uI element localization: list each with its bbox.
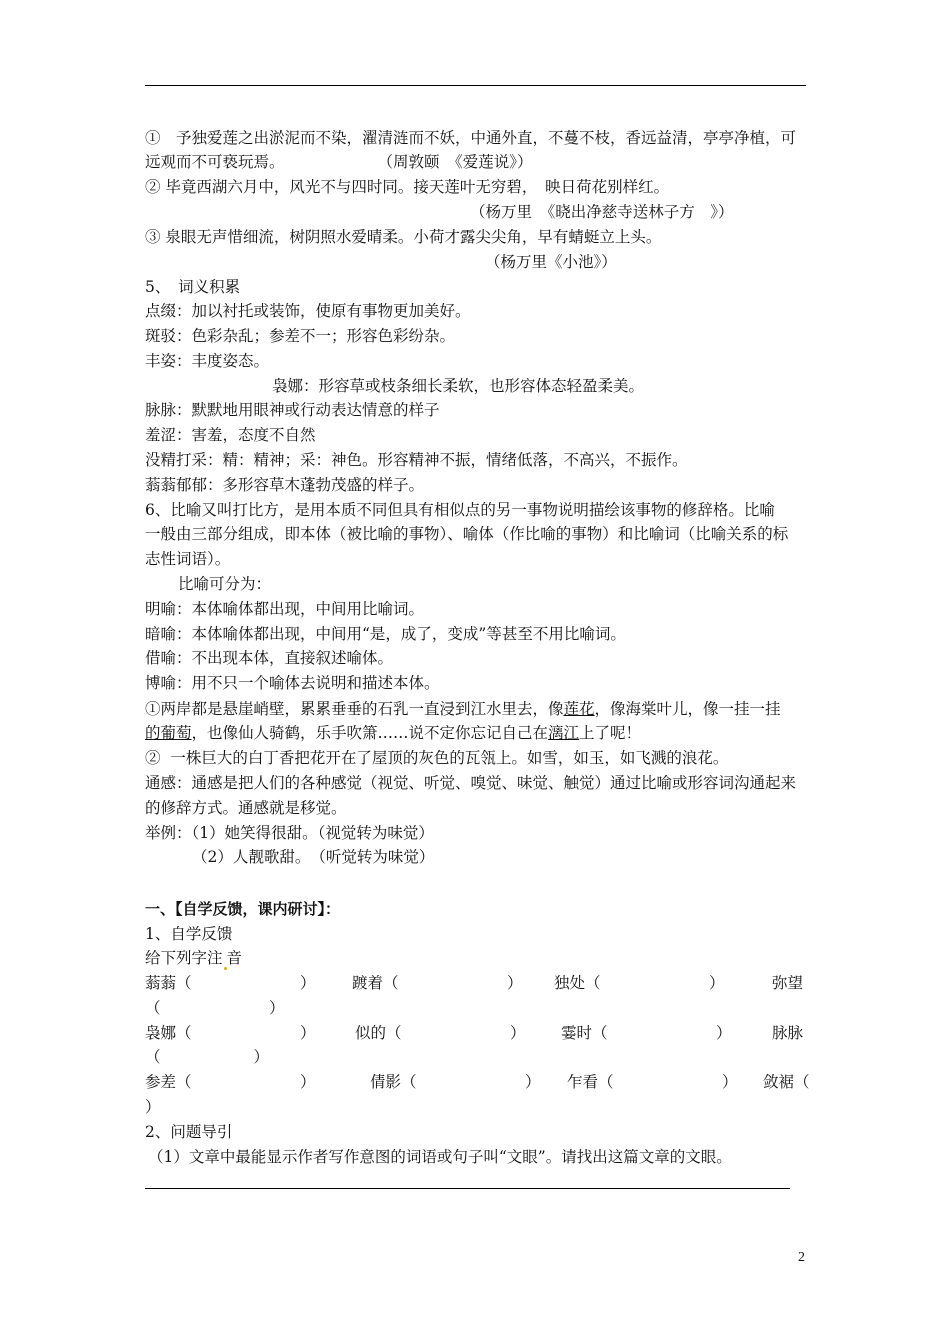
pinyin-item[interactable]: 倩影（ ） — [370, 1073, 541, 1091]
poem2-source: （杨万里 《晓出净慈寺送林子方 》） — [470, 203, 734, 221]
vocab-item: 没精打采：精：精神；采：神色。形容精神不振，情绪低落，不高兴，不振作。 — [145, 451, 688, 469]
pinyin-item-cont[interactable]: （ ） — [145, 1048, 270, 1066]
pinyin-item[interactable]: 独处（ ） — [554, 974, 725, 992]
top-rule — [145, 85, 806, 86]
pinyin-item[interactable]: 踱着（ ） — [352, 974, 523, 992]
example-text: ①两岸都是悬崖峭壁，累累垂垂的石乳一直浸到江水里去，像 — [145, 700, 564, 718]
vocab-item: 袅娜：形容草或枝条细长柔软，也形容体态轻盈柔美。 — [272, 377, 645, 395]
subsection-self-study: 1、自学反馈 — [145, 925, 233, 943]
poem3-source: （杨万里《小池》） — [485, 253, 617, 271]
underlined-term: 莲花 — [563, 700, 595, 718]
dot-mark — [224, 967, 227, 970]
synesthesia-line1: 通感：通感是把人们的各种感觉（视觉、听觉、嗅觉、味觉、触觉）通过比喻或形容词沟通起来 — [145, 774, 797, 792]
section-title: 一、【自学反馈，课内研讨】： — [145, 900, 341, 918]
pinyin-item-cont[interactable]: ） — [145, 1098, 161, 1116]
vocab-heading: 5、 词义积累 — [145, 278, 241, 296]
vocab-item: 丰姿：丰度姿态。 — [145, 352, 270, 370]
example-2: ② 一株巨大的白丁香把花开在了屋顶的灰色的瓦瓴上。如雪，如玉，如飞溅的浪花。 — [145, 749, 729, 767]
synesthesia-example-1: 举例：（1）她笑得很甜。（视觉转为味觉） — [145, 824, 434, 842]
metaphor-simile: 明喻：本体喻体都出现，中间用比喻词。 — [145, 600, 425, 618]
vocab-item: 点缀：加以衬托或装饰，使原有事物更加美好。 — [145, 302, 471, 320]
vocab-item: 蓊蓊郁郁：多形容草木蓬勃茂盛的样子。 — [145, 476, 425, 494]
metaphor-borrowed: 借喻：不出现本体，直接叙述喻体。 — [145, 649, 394, 667]
example-text: ，也像仙人骑鹤，乐手吹箫……说不定你忘记自己在 — [191, 724, 549, 742]
pinyin-item[interactable]: 蓊蓊（ ） — [145, 974, 316, 992]
metaphor-implicit: 暗喻：本体喻体都出现，中间用“是，成了，变成”等甚至不用比喻词。 — [145, 625, 626, 643]
poem2-line1: ② 毕竟西湖六月中，风光不与四时同。接天莲叶无穷碧， 映日荷花别样红。 — [145, 178, 670, 196]
underlined-term: 漓江 — [548, 724, 580, 742]
pinyin-item[interactable]: 乍看（ ） — [567, 1073, 738, 1091]
metaphor-multiple: 博喻：用不只一个喻体去说明和描述本体。 — [145, 674, 440, 692]
example-text: ，像海棠叶儿，像一挂一挂 — [594, 700, 781, 718]
instruction — [145, 946, 242, 970]
page-number: 2 — [798, 1250, 805, 1265]
poem3-line1: ③ 泉眼无声惜细流，树阴照水爱晴柔。小荷才露尖尖角，早有蜻蜓立上头。 — [145, 228, 662, 246]
metaphor-def-line1: 6、比喻又叫打比方，是用本质不同但具有相似点的另一事物说明描绘该事物的修辞格。比喻 — [145, 501, 775, 519]
synesthesia-line2: 的修辞方式。通感就是移觉。 — [145, 799, 347, 817]
pinyin-item[interactable]: 霎时（ ） — [561, 1024, 732, 1042]
instruction-text: 给下列字注 — [145, 949, 223, 967]
poem1-line2: 远观而不可亵玩焉。 （周敦颐 《爱莲说》） — [145, 153, 533, 171]
metaphor-def-line2: 一般由三部分组成，即本体（被比喻的事物）、喻体（作比喻的事物）和比喻词（比喻关系的标 — [145, 525, 789, 543]
synesthesia-example-2: （2）人靓歌甜。 （听觉转为味觉） — [192, 848, 435, 866]
pinyin-item[interactable]: 脉脉 — [772, 1024, 804, 1042]
vocab-item: 羞涩：害羞，态度不自然 — [145, 426, 316, 444]
pinyin-item[interactable]: 参差（ ） — [145, 1073, 316, 1091]
answer-line[interactable] — [145, 1188, 790, 1189]
pinyin-item[interactable]: 似的（ ） — [355, 1024, 526, 1042]
vocab-item: 脉脉：默默地用眼神或行动表达情意的样子 — [145, 401, 440, 419]
vocab-item: 斑驳：色彩杂乱；参差不一；形容色彩纷杂。 — [145, 327, 456, 345]
poem1-line1: ① 予独爱莲之出淤泥而不染，濯清涟而不妖，中通外直，不蔓不枝，香远益清，亭亭净植，可 — [145, 129, 797, 147]
pinyin-item[interactable]: 袅娜（ ） — [145, 1024, 316, 1042]
instruction-text: 音 — [226, 949, 243, 967]
pinyin-item-cont[interactable]: （ ） — [145, 999, 285, 1017]
example-1-line2 — [145, 721, 641, 745]
pinyin-item[interactable]: 敛裾（ — [763, 1073, 810, 1091]
example-text: 上了呢！ — [579, 724, 642, 742]
metaphor-def-line3: 志性词语）。 — [145, 550, 231, 568]
underlined-term: 的葡萄 — [145, 724, 192, 742]
metaphor-types-intro: 比喻可分为： — [178, 575, 272, 593]
question-1: （1）文章中最能显示作者写作意图的词语或句子叫“文眼”。请找出这篇文章的文眼。 — [148, 1148, 732, 1166]
subsection-questions: 2、问题导引 — [145, 1123, 233, 1141]
pinyin-item[interactable]: 弥望 — [772, 974, 804, 992]
example-1-line1 — [145, 697, 781, 721]
